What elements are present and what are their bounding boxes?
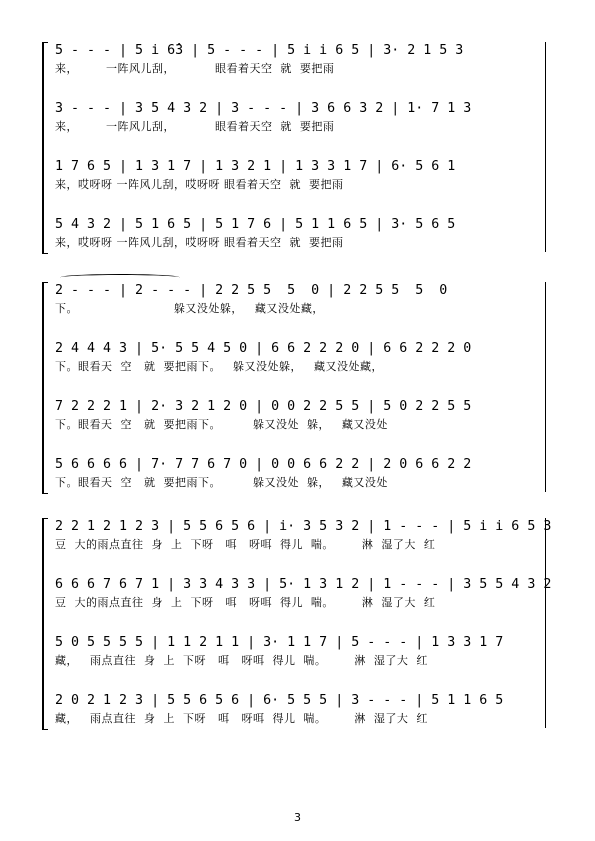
notation-line: 5 0 5 5 5 5 | 1 1 2 1 1 | 3· 1 1 7 | 5 - - - | 1 3 3 1 7: [55, 635, 504, 650]
notation-line: 5 4 3 2 | 5 1 6 5 | 5 1 7 6 | 5 1 1 6 5 | 3· 5 6 5: [55, 217, 456, 232]
staff-row-3: [0, 158, 595, 192]
lyric-line: 来，哎呀呀 一阵风儿刮，哎呀呀 眼看着天空 就 要把雨: [55, 178, 344, 191]
lyric-line: 下。眼看天 空 就 要把雨下。 躲又没处 躲， 藏又没处: [55, 418, 388, 431]
staff-row-1: [0, 518, 595, 552]
notation-line: 3 - - - | 3 5 4 3 2 | 3 - - - | 3 6 6 3 2 | 1· 7 1 3: [55, 101, 472, 116]
page-number: 3: [294, 811, 301, 824]
lyric-line: 下。眼看天 空 就 要把雨下。 躲又没处躲， 藏又没处藏，: [55, 360, 383, 373]
staff-row-2: [0, 100, 595, 134]
lyric-line: 来， 一阵风儿刮， 眼看着天空 就 要把雨: [55, 120, 335, 133]
lyric-line: 来，哎呀呀 一阵风儿刮，哎呀呀 眼看着天空 就 要把雨: [55, 236, 344, 249]
staff-row-4: [0, 456, 595, 490]
lyric-line: 藏， 雨点直往 身 上 下呀 咡 呀咡 得儿 喘。 淋 湿了大 红: [55, 712, 428, 725]
staff-row-1: [0, 42, 595, 76]
tie-arc: [60, 274, 180, 281]
notation-line: 5 6 6 6 6 | 7· 7 7 6 7 0 | 0 0 6 6 2 2 | 2 0 6 6 2 2: [55, 457, 472, 472]
lyric-line: 豆 大的雨点直往 身 上 下呀 咡 呀咡 得儿 喘。 淋 湿了大 红: [55, 538, 436, 551]
lyric-line: 来， 一阵风儿刮， 眼看着天空 就 要把雨: [55, 62, 335, 75]
lyric-line: 下。眼看天 空 就 要把雨下。 躲又没处 躲， 藏又没处: [55, 476, 388, 489]
notation-line: 2 2 1 2 1 2 3 | 5 5 6 5 6 | i· 3 5 3 2 | 1 - - - | 5 i i 6 5 3: [55, 519, 552, 534]
notation-line: 1 7 6 5 | 1 3 1 7 | 1 3 2 1 | 1 3 3 1 7 | 6· 5 6 1: [55, 159, 456, 174]
staff-row-3: [0, 398, 595, 432]
staff-row-1: [0, 282, 595, 316]
staff-row-4: [0, 692, 595, 726]
staff-row-3: [0, 634, 595, 668]
notation-line: 2 0 2 1 2 3 | 5 5 6 5 6 | 6· 5 5 5 | 3 - - - | 5 1 1 6 5: [55, 693, 504, 708]
lyric-line: 豆 大的雨点直往 身 上 下呀 咡 呀咡 得儿 喘。 淋 湿了大 红: [55, 596, 436, 609]
lyric-line: 下。 躲又没处躲， 藏又没处藏，: [55, 302, 324, 315]
notation-line: 6 6 6 7 6 7 1 | 3 3 4 3 3 | 5· 1 3 1 2 | 1 - - - | 3 5 5 4 3 2: [55, 577, 552, 592]
staff-row-4: [0, 216, 595, 250]
staff-row-2: [0, 576, 595, 610]
lyric-line: 藏， 雨点直往 身 上 下呀 咡 呀咡 得儿 喘。 淋 湿了大 红: [55, 654, 428, 667]
notation-line: 5 - - - | 5 i 6̂3 | 5 - - - | 5 i i 6 5 | 3· 2 1 5 3: [55, 43, 464, 58]
staff-row-2: [0, 340, 595, 374]
notation-line: 7 2 2 2 1 | 2· 3 2 1 2 0 | 0 0 2 2 5 5 | 5 0 2 2 5 5: [55, 399, 472, 414]
notation-line: 2 4 4 4 3 | 5· 5 5 4 5 0 | 6 6 2 2 2 0 | 6 6 2 2 2 0: [55, 341, 472, 356]
notation-line: 2 - - - | 2 - - - | 2 2 5 5 5 0 | 2 2 5 5 5 0: [55, 283, 448, 298]
